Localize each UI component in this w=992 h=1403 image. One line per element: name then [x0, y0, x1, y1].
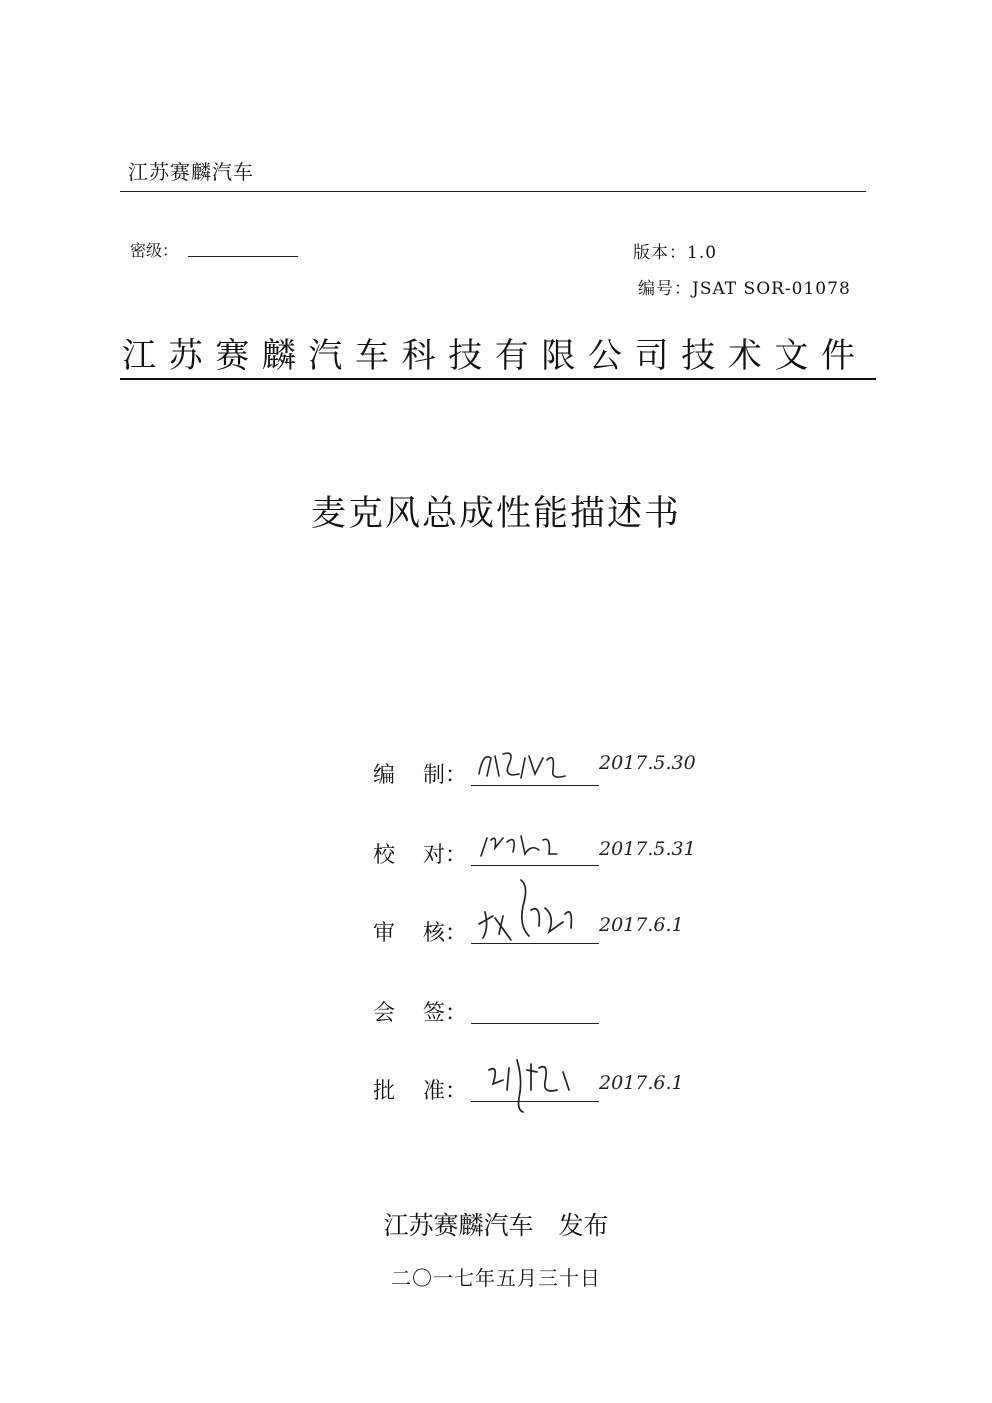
document-title: 麦克风总成性能描述书 [310, 494, 681, 534]
signature-date: 2017.5.31 [599, 838, 696, 860]
signature-row-reviewed [373, 910, 733, 950]
header-company-name: 江苏赛麟汽车 [128, 160, 254, 184]
signature-row-countersigned [373, 990, 733, 1030]
signature-date: 2017.6.1 [599, 914, 684, 936]
signature-row-label [373, 838, 467, 869]
label-char-2: 核： [423, 921, 468, 946]
signature-line [471, 865, 599, 866]
secret-level-label: 密级： [130, 241, 179, 260]
signature-line [471, 943, 599, 944]
signature-line [471, 1023, 599, 1024]
label-char-1: 编 [373, 763, 396, 788]
label-char-1: 校 [373, 843, 396, 868]
signature-row-label [373, 758, 467, 789]
label-char-2: 制： [423, 763, 468, 788]
version-label: 版本：1.0 [633, 243, 718, 263]
signature-row-checked [373, 832, 733, 872]
company-full-name: 江苏赛麟汽车科技有限公司技术文件 [122, 336, 868, 376]
signature-line [471, 1101, 599, 1102]
signature-line [471, 785, 599, 786]
signature-row-label [373, 996, 467, 1027]
label-char-1: 会 [373, 1001, 396, 1026]
label-char-1: 批 [373, 1079, 396, 1104]
signature-row-label [373, 916, 467, 947]
publish-date: 二〇一七年五月三十日 [391, 1266, 601, 1290]
signature-date: 2017.6.1 [599, 1072, 684, 1094]
handwritten-signature [473, 876, 613, 946]
header-divider [120, 191, 866, 192]
handwritten-signature [473, 1050, 613, 1114]
signature-row-prepared [373, 752, 733, 792]
signature-row-label [373, 1074, 467, 1105]
signature-date: 2017.5.30 [599, 752, 696, 774]
document-number: 编号：JSAT SOR-01078 [638, 279, 851, 299]
label-char-2: 准： [423, 1079, 468, 1104]
publisher: 江苏赛麟汽车 发布 [383, 1211, 609, 1240]
signature-row-approved [373, 1068, 733, 1108]
label-char-1: 审 [373, 921, 396, 946]
handwritten-signature [473, 824, 603, 868]
label-char-2: 签： [423, 1001, 468, 1026]
secret-level-blank [188, 256, 298, 257]
title-divider [120, 378, 876, 380]
handwritten-signature [473, 744, 603, 788]
label-char-2: 对： [423, 843, 468, 868]
